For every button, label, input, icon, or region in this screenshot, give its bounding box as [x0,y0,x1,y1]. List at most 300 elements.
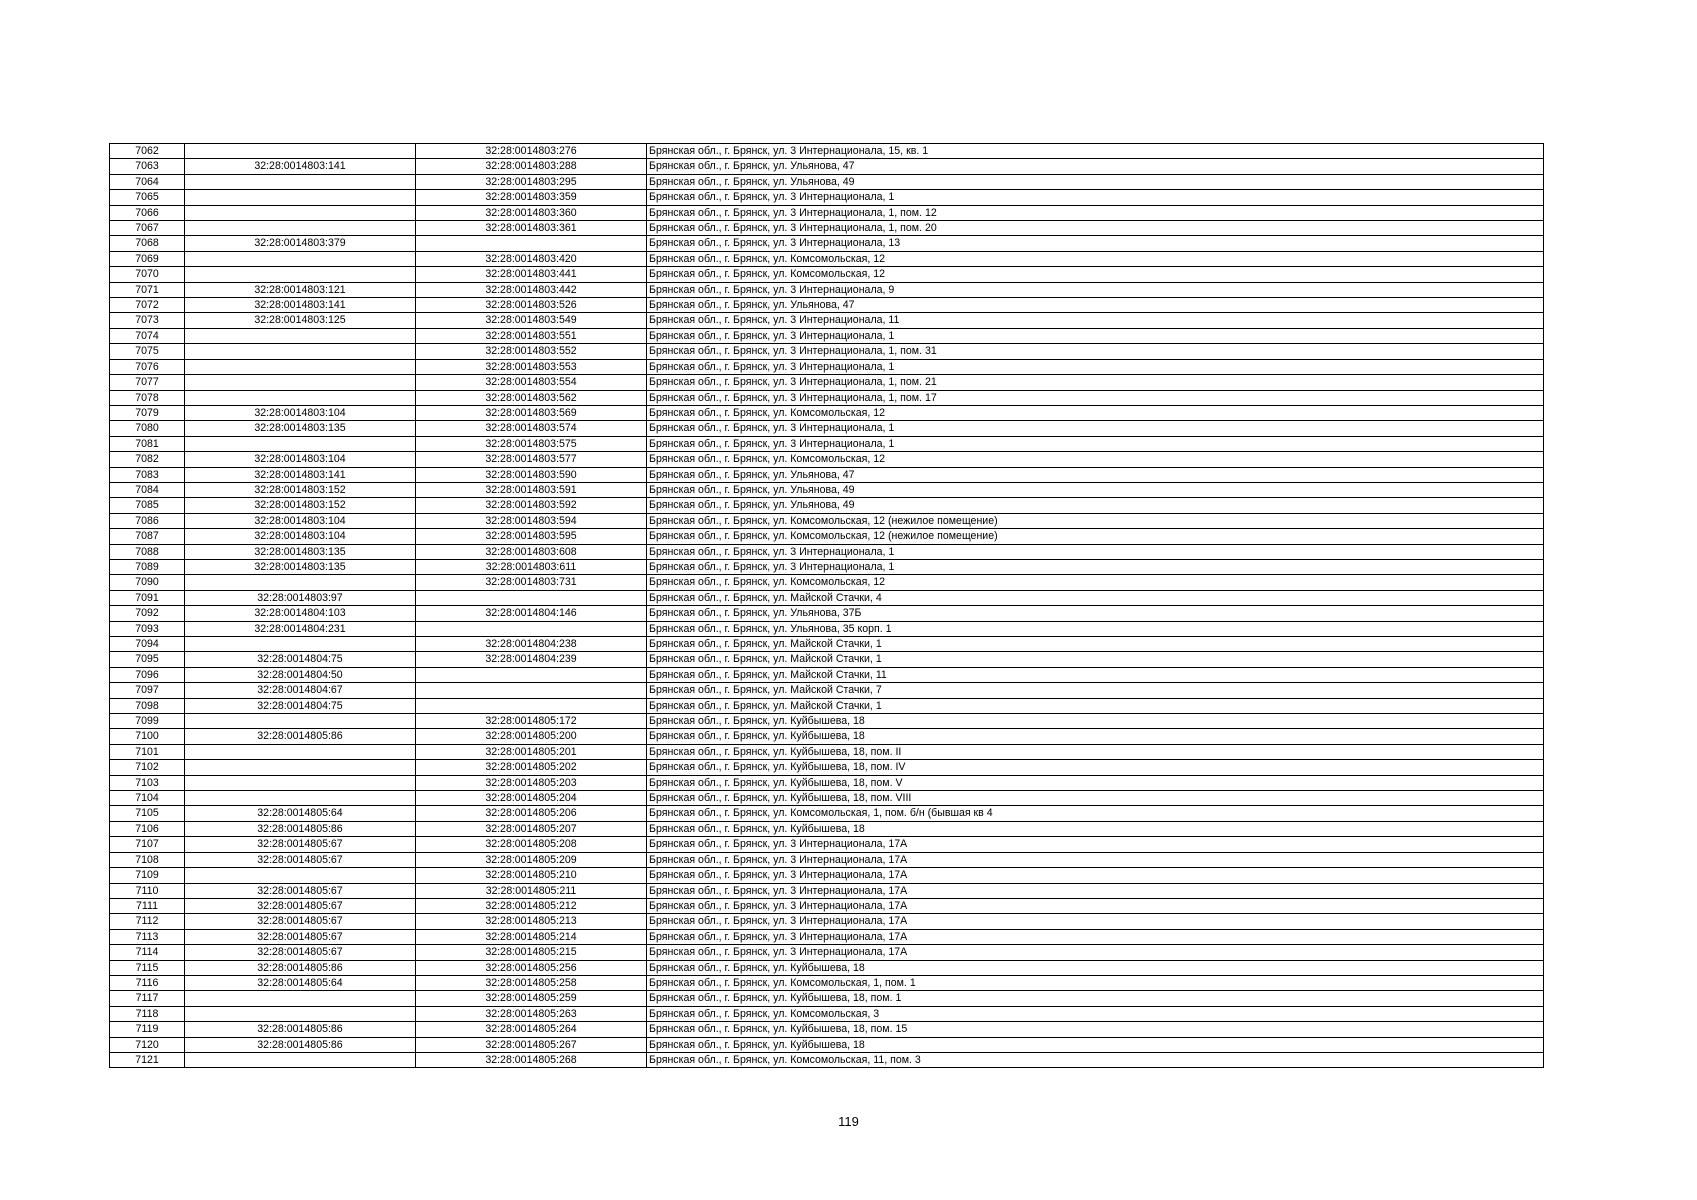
building-cadastral-number-cell [185,760,416,775]
address-cell: Брянская обл., г. Брянск, ул. 3 Интернационала, 17А [647,852,1544,867]
premise-cadastral-number-cell: 32:28:0014803:420 [416,251,647,266]
table-row [110,1052,1544,1067]
building-cadastral-number-cell [185,251,416,266]
premise-cadastral-number-cell: 32:28:0014805:202 [416,760,647,775]
address-cell: Брянская обл., г. Брянск, ул. 3 Интернационала, 17А [647,868,1544,883]
building-cadastral-number-cell [185,1006,416,1021]
row-number-cell: 7066 [110,205,185,220]
address-cell: Брянская обл., г. Брянск, ул. 3 Интернационала, 1, пом. 21 [647,375,1544,390]
premise-cadastral-number-cell: 32:28:0014805:214 [416,929,647,944]
table-row [110,929,1544,944]
address-cell: Брянская обл., г. Брянск, ул. Комсомольская, 3 [647,1006,1544,1021]
building-cadastral-number-cell [185,221,416,236]
table-row [110,482,1544,497]
row-number-cell: 7072 [110,298,185,313]
table-row [110,914,1544,929]
building-cadastral-number-cell: 32:28:0014803:141 [185,159,416,174]
row-number-cell: 7113 [110,929,185,944]
table-row [110,559,1544,574]
premise-cadastral-number-cell: 32:28:0014803:526 [416,298,647,313]
building-cadastral-number-cell: 32:28:0014803:135 [185,421,416,436]
row-number-cell: 7078 [110,390,185,405]
table-row [110,498,1544,513]
premise-cadastral-number-cell: 32:28:0014803:359 [416,190,647,205]
row-number-cell: 7104 [110,791,185,806]
address-cell: Брянская обл., г. Брянск, ул. 3 Интернационала, 9 [647,282,1544,297]
row-number-cell: 7085 [110,498,185,513]
building-cadastral-number-cell [185,775,416,790]
row-number-cell: 7114 [110,945,185,960]
premise-cadastral-number-cell [416,236,647,251]
address-cell: Брянская обл., г. Брянск, ул. Комсомольская, 12 (нежилое помещение) [647,513,1544,528]
row-number-cell: 7095 [110,652,185,667]
address-cell: Брянская обл., г. Брянск, ул. 3 Интернационала, 17А [647,898,1544,913]
row-number-cell: 7083 [110,467,185,482]
premise-cadastral-number-cell: 32:28:0014805:203 [416,775,647,790]
building-cadastral-number-cell: 32:28:0014805:86 [185,1037,416,1052]
table-row [110,298,1544,313]
building-cadastral-number-cell: 32:28:0014803:104 [185,405,416,420]
table-row [110,421,1544,436]
row-number-cell: 7062 [110,144,185,159]
building-cadastral-number-cell [185,174,416,189]
premise-cadastral-number-cell: 32:28:0014805:258 [416,975,647,990]
building-cadastral-number-cell: 32:28:0014805:67 [185,945,416,960]
address-cell: Брянская обл., г. Брянск, ул. 3 Интернационала, 1 [647,436,1544,451]
row-number-cell: 7117 [110,991,185,1006]
address-cell: Брянская обл., г. Брянск, ул. 3 Интернационала, 15, кв. 1 [647,144,1544,159]
premise-cadastral-number-cell: 32:28:0014805:263 [416,1006,647,1021]
premise-cadastral-number-cell: 32:28:0014805:211 [416,883,647,898]
table-row [110,606,1544,621]
premise-cadastral-number-cell: 32:28:0014803:361 [416,221,647,236]
table-row [110,467,1544,482]
table-row [110,313,1544,328]
building-cadastral-number-cell: 32:28:0014805:67 [185,929,416,944]
row-number-cell: 7111 [110,898,185,913]
address-cell: Брянская обл., г. Брянск, ул. Ульянова, 49 [647,174,1544,189]
premise-cadastral-number-cell: 32:28:0014803:577 [416,452,647,467]
premise-cadastral-number-cell: 32:28:0014803:549 [416,313,647,328]
address-cell: Брянская обл., г. Брянск, ул. Ульянова, 49 [647,482,1544,497]
table-row [110,714,1544,729]
building-cadastral-number-cell: 32:28:0014803:379 [185,236,416,251]
premise-cadastral-number-cell: 32:28:0014805:259 [416,991,647,1006]
row-number-cell: 7089 [110,559,185,574]
table-row [110,221,1544,236]
address-cell: Брянская обл., г. Брянск, ул. 3 Интернационала, 1 [647,359,1544,374]
table-row [110,452,1544,467]
address-cell: Брянская обл., г. Брянск, ул. Куйбышева, 18, пом. VIII [647,791,1544,806]
address-cell: Брянская обл., г. Брянск, ул. 3 Интернационала, 1, пом. 31 [647,344,1544,359]
row-number-cell: 7069 [110,251,185,266]
building-cadastral-number-cell: 32:28:0014803:141 [185,298,416,313]
table-row [110,945,1544,960]
table-row [110,375,1544,390]
table-row [110,236,1544,251]
table-row [110,991,1544,1006]
row-number-cell: 7063 [110,159,185,174]
row-number-cell: 7080 [110,421,185,436]
building-cadastral-number-cell [185,1052,416,1067]
building-cadastral-number-cell [185,791,416,806]
table-row [110,436,1544,451]
building-cadastral-number-cell: 32:28:0014805:67 [185,883,416,898]
page-number: 119 [838,1114,859,1129]
building-cadastral-number-cell [185,190,416,205]
premise-cadastral-number-cell: 32:28:0014804:239 [416,652,647,667]
address-cell: Брянская обл., г. Брянск, ул. Комсомольская, 11, пом. 3 [647,1052,1544,1067]
address-cell: Брянская обл., г. Брянск, ул. Комсомольская, 1, пом. 1 [647,975,1544,990]
building-cadastral-number-cell: 32:28:0014804:103 [185,606,416,621]
building-cadastral-number-cell [185,267,416,282]
address-cell: Брянская обл., г. Брянск, ул. Куйбышева, 18, пом. IV [647,760,1544,775]
row-number-cell: 7099 [110,714,185,729]
building-cadastral-number-cell [185,328,416,343]
premise-cadastral-number-cell: 32:28:0014805:268 [416,1052,647,1067]
table-row [110,159,1544,174]
row-number-cell: 7112 [110,914,185,929]
premise-cadastral-number-cell: 32:28:0014805:210 [416,868,647,883]
address-cell: Брянская обл., г. Брянск, ул. 3 Интернационала, 17А [647,945,1544,960]
address-cell: Брянская обл., г. Брянск, ул. Майской Стачки, 1 [647,698,1544,713]
premise-cadastral-number-cell: 32:28:0014805:256 [416,960,647,975]
building-cadastral-number-cell [185,868,416,883]
building-cadastral-number-cell: 32:28:0014804:75 [185,652,416,667]
premise-cadastral-number-cell: 32:28:0014803:288 [416,159,647,174]
table-row [110,344,1544,359]
premise-cadastral-number-cell: 32:28:0014805:213 [416,914,647,929]
row-number-cell: 7065 [110,190,185,205]
premise-cadastral-number-cell: 32:28:0014803:590 [416,467,647,482]
table-row [110,251,1544,266]
row-number-cell: 7108 [110,852,185,867]
row-number-cell: 7073 [110,313,185,328]
premise-cadastral-number-cell: 32:28:0014805:172 [416,714,647,729]
premise-cadastral-number-cell: 32:28:0014805:200 [416,729,647,744]
premise-cadastral-number-cell [416,621,647,636]
table-row [110,544,1544,559]
premise-cadastral-number-cell: 32:28:0014803:592 [416,498,647,513]
premise-cadastral-number-cell: 32:28:0014803:441 [416,267,647,282]
premise-cadastral-number-cell: 32:28:0014805:209 [416,852,647,867]
building-cadastral-number-cell: 32:28:0014805:86 [185,1022,416,1037]
row-number-cell: 7107 [110,837,185,852]
address-cell: Брянская обл., г. Брянск, ул. Куйбышева, 18, пом. V [647,775,1544,790]
premise-cadastral-number-cell: 32:28:0014805:206 [416,806,647,821]
row-number-cell: 7071 [110,282,185,297]
table-row [110,282,1544,297]
row-number-cell: 7102 [110,760,185,775]
table-row [110,698,1544,713]
table-row [110,667,1544,682]
address-cell: Брянская обл., г. Брянск, ул. Куйбышева, 18 [647,729,1544,744]
address-cell: Брянская обл., г. Брянск, ул. Ульянова, 47 [647,467,1544,482]
table-row [110,328,1544,343]
premise-cadastral-number-cell: 32:28:0014805:267 [416,1037,647,1052]
row-number-cell: 7075 [110,344,185,359]
table-row [110,405,1544,420]
row-number-cell: 7101 [110,744,185,759]
row-number-cell: 7110 [110,883,185,898]
premise-cadastral-number-cell [416,590,647,605]
building-cadastral-number-cell: 32:28:0014805:86 [185,821,416,836]
premise-cadastral-number-cell: 32:28:0014803:442 [416,282,647,297]
row-number-cell: 7077 [110,375,185,390]
row-number-cell: 7098 [110,698,185,713]
premise-cadastral-number-cell: 32:28:0014803:608 [416,544,647,559]
row-number-cell: 7100 [110,729,185,744]
row-number-cell: 7119 [110,1022,185,1037]
building-cadastral-number-cell [185,375,416,390]
row-number-cell: 7106 [110,821,185,836]
building-cadastral-number-cell [185,637,416,652]
row-number-cell: 7118 [110,1006,185,1021]
row-number-cell: 7105 [110,806,185,821]
building-cadastral-number-cell: 32:28:0014804:50 [185,667,416,682]
building-cadastral-number-cell: 32:28:0014804:231 [185,621,416,636]
table-row [110,1037,1544,1052]
building-cadastral-number-cell: 32:28:0014805:67 [185,852,416,867]
address-cell: Брянская обл., г. Брянск, ул. Ульянова, 49 [647,498,1544,513]
premise-cadastral-number-cell: 32:28:0014804:238 [416,637,647,652]
table-row [110,144,1544,159]
table-row [110,760,1544,775]
premise-cadastral-number-cell: 32:28:0014803:595 [416,529,647,544]
row-number-cell: 7092 [110,606,185,621]
address-cell: Брянская обл., г. Брянск, ул. Комсомольская, 12 [647,251,1544,266]
address-cell: Брянская обл., г. Брянск, ул. Майской Стачки, 1 [647,637,1544,652]
building-cadastral-number-cell [185,359,416,374]
table-row [110,621,1544,636]
row-number-cell: 7064 [110,174,185,189]
address-cell: Брянская обл., г. Брянск, ул. Куйбышева, 18 [647,1037,1544,1052]
premise-cadastral-number-cell: 32:28:0014803:562 [416,390,647,405]
table-row [110,883,1544,898]
address-cell: Брянская обл., г. Брянск, ул. 3 Интернационала, 1 [647,559,1544,574]
address-cell: Брянская обл., г. Брянск, ул. Куйбышева, 18 [647,960,1544,975]
registry-table [109,143,1544,1068]
address-cell: Брянская обл., г. Брянск, ул. 3 Интернационала, 17А [647,837,1544,852]
building-cadastral-number-cell: 32:28:0014805:67 [185,898,416,913]
building-cadastral-number-cell: 32:28:0014803:152 [185,498,416,513]
building-cadastral-number-cell [185,344,416,359]
row-number-cell: 7070 [110,267,185,282]
row-number-cell: 7096 [110,667,185,682]
building-cadastral-number-cell [185,575,416,590]
row-number-cell: 7081 [110,436,185,451]
table-row [110,190,1544,205]
premise-cadastral-number-cell: 32:28:0014805:201 [416,744,647,759]
table-row [110,529,1544,544]
premise-cadastral-number-cell: 32:28:0014803:295 [416,174,647,189]
table-row [110,791,1544,806]
table-row [110,590,1544,605]
address-cell: Брянская обл., г. Брянск, ул. 3 Интернационала, 1 [647,190,1544,205]
table-row [110,806,1544,821]
row-number-cell: 7109 [110,868,185,883]
address-cell: Брянская обл., г. Брянск, ул. Майской Стачки, 1 [647,652,1544,667]
table-row [110,744,1544,759]
address-cell: Брянская обл., г. Брянск, ул. 3 Интернационала, 1, пом. 17 [647,390,1544,405]
premise-cadastral-number-cell: 32:28:0014803:551 [416,328,647,343]
premise-cadastral-number-cell: 32:28:0014803:575 [416,436,647,451]
building-cadastral-number-cell: 32:28:0014803:104 [185,529,416,544]
premise-cadastral-number-cell: 32:28:0014803:594 [416,513,647,528]
premise-cadastral-number-cell: 32:28:0014805:208 [416,837,647,852]
table-row [110,637,1544,652]
building-cadastral-number-cell: 32:28:0014804:67 [185,683,416,698]
row-number-cell: 7084 [110,482,185,497]
address-cell: Брянская обл., г. Брянск, ул. Майской Стачки, 7 [647,683,1544,698]
address-cell: Брянская обл., г. Брянск, ул. 3 Интернационала, 17А [647,914,1544,929]
table-row [110,174,1544,189]
address-cell: Брянская обл., г. Брянск, ул. 3 Интернационала, 17А [647,883,1544,898]
row-number-cell: 7091 [110,590,185,605]
building-cadastral-number-cell [185,714,416,729]
premise-cadastral-number-cell: 32:28:0014805:204 [416,791,647,806]
table-row [110,390,1544,405]
table-row [110,205,1544,220]
row-number-cell: 7068 [110,236,185,251]
building-cadastral-number-cell: 32:28:0014803:97 [185,590,416,605]
building-cadastral-number-cell: 32:28:0014805:64 [185,975,416,990]
address-cell: Брянская обл., г. Брянск, ул. 3 Интернационала, 13 [647,236,1544,251]
building-cadastral-number-cell [185,144,416,159]
premise-cadastral-number-cell: 32:28:0014805:207 [416,821,647,836]
address-cell: Брянская обл., г. Брянск, ул. 3 Интернационала, 11 [647,313,1544,328]
building-cadastral-number-cell [185,991,416,1006]
building-cadastral-number-cell: 32:28:0014805:86 [185,729,416,744]
row-number-cell: 7074 [110,328,185,343]
address-cell: Брянская обл., г. Брянск, ул. 3 Интернационала, 1, пом. 12 [647,205,1544,220]
premise-cadastral-number-cell [416,698,647,713]
address-cell: Брянская обл., г. Брянск, ул. Комсомольская, 12 [647,575,1544,590]
address-cell: Брянская обл., г. Брянск, ул. Куйбышева, 18 [647,821,1544,836]
table-row [110,683,1544,698]
premise-cadastral-number-cell: 32:28:0014803:554 [416,375,647,390]
address-cell: Брянская обл., г. Брянск, ул. Ульянова, 37Б [647,606,1544,621]
address-cell: Брянская обл., г. Брянск, ул. Куйбышева, 18, пом. II [647,744,1544,759]
building-cadastral-number-cell: 32:28:0014803:121 [185,282,416,297]
building-cadastral-number-cell [185,744,416,759]
address-cell: Брянская обл., г. Брянск, ул. Ульянова, 47 [647,298,1544,313]
address-cell: Брянская обл., г. Брянск, ул. 3 Интернационала, 1, пом. 20 [647,221,1544,236]
address-cell: Брянская обл., г. Брянск, ул. Куйбышева, 18 [647,714,1544,729]
building-cadastral-number-cell: 32:28:0014803:125 [185,313,416,328]
building-cadastral-number-cell: 32:28:0014803:135 [185,544,416,559]
table-row [110,575,1544,590]
table-row [110,729,1544,744]
building-cadastral-number-cell: 32:28:0014804:75 [185,698,416,713]
building-cadastral-number-cell [185,436,416,451]
table-row [110,513,1544,528]
building-cadastral-number-cell: 32:28:0014803:104 [185,452,416,467]
premise-cadastral-number-cell: 32:28:0014803:569 [416,405,647,420]
address-cell: Брянская обл., г. Брянск, ул. Майской Стачки, 11 [647,667,1544,682]
table-row [110,837,1544,852]
table-row [110,960,1544,975]
building-cadastral-number-cell: 32:28:0014805:86 [185,960,416,975]
address-cell: Брянская обл., г. Брянск, ул. 3 Интернационала, 1 [647,544,1544,559]
premise-cadastral-number-cell: 32:28:0014803:591 [416,482,647,497]
table-row [110,267,1544,282]
building-cadastral-number-cell: 32:28:0014803:135 [185,559,416,574]
row-number-cell: 7088 [110,544,185,559]
table-row [110,868,1544,883]
premise-cadastral-number-cell: 32:28:0014803:552 [416,344,647,359]
row-number-cell: 7079 [110,405,185,420]
address-cell: Брянская обл., г. Брянск, ул. Комсомольская, 1, пом. б/н (бывшая кв 4 [647,806,1544,821]
registry-table-body [110,144,1544,1068]
row-number-cell: 7120 [110,1037,185,1052]
address-cell: Брянская обл., г. Брянск, ул. 3 Интернационала, 1 [647,328,1544,343]
address-cell: Брянская обл., г. Брянск, ул. 3 Интернационала, 17А [647,929,1544,944]
row-number-cell: 7097 [110,683,185,698]
address-cell: Брянская обл., г. Брянск, ул. Ульянова, 47 [647,159,1544,174]
row-number-cell: 7093 [110,621,185,636]
address-cell: Брянская обл., г. Брянск, ул. Комсомольская, 12 [647,405,1544,420]
table-row [110,852,1544,867]
row-number-cell: 7087 [110,529,185,544]
premise-cadastral-number-cell: 32:28:0014803:611 [416,559,647,574]
building-cadastral-number-cell: 32:28:0014805:67 [185,837,416,852]
premise-cadastral-number-cell: 32:28:0014803:360 [416,205,647,220]
premise-cadastral-number-cell: 32:28:0014803:574 [416,421,647,436]
premise-cadastral-number-cell [416,683,647,698]
row-number-cell: 7067 [110,221,185,236]
address-cell: Брянская обл., г. Брянск, ул. Комсомольская, 12 [647,267,1544,282]
address-cell: Брянская обл., г. Брянск, ул. Комсомольская, 12 [647,452,1544,467]
row-number-cell: 7086 [110,513,185,528]
premise-cadastral-number-cell [416,667,647,682]
building-cadastral-number-cell: 32:28:0014803:152 [185,482,416,497]
table-row [110,359,1544,374]
address-cell: Брянская обл., г. Брянск, ул. Ульянова, 35 корп. 1 [647,621,1544,636]
table-row [110,898,1544,913]
address-cell: Брянская обл., г. Брянск, ул. 3 Интернационала, 1 [647,421,1544,436]
building-cadastral-number-cell: 32:28:0014803:104 [185,513,416,528]
row-number-cell: 7103 [110,775,185,790]
table-row [110,975,1544,990]
row-number-cell: 7076 [110,359,185,374]
table-row [110,821,1544,836]
building-cadastral-number-cell: 32:28:0014805:64 [185,806,416,821]
building-cadastral-number-cell: 32:28:0014805:67 [185,914,416,929]
premise-cadastral-number-cell: 32:28:0014805:212 [416,898,647,913]
premise-cadastral-number-cell: 32:28:0014803:553 [416,359,647,374]
building-cadastral-number-cell [185,205,416,220]
row-number-cell: 7115 [110,960,185,975]
address-cell: Брянская обл., г. Брянск, ул. Куйбышева, 18, пом. 15 [647,1022,1544,1037]
row-number-cell: 7082 [110,452,185,467]
premise-cadastral-number-cell: 32:28:0014805:215 [416,945,647,960]
table-row [110,775,1544,790]
row-number-cell: 7116 [110,975,185,990]
row-number-cell: 7090 [110,575,185,590]
address-cell: Брянская обл., г. Брянск, ул. Майской Стачки, 4 [647,590,1544,605]
table-row [110,1006,1544,1021]
premise-cadastral-number-cell: 32:28:0014805:264 [416,1022,647,1037]
address-cell: Брянская обл., г. Брянск, ул. Куйбышева, 18, пом. 1 [647,991,1544,1006]
building-cadastral-number-cell [185,390,416,405]
table-row [110,652,1544,667]
row-number-cell: 7121 [110,1052,185,1067]
premise-cadastral-number-cell: 32:28:0014803:276 [416,144,647,159]
row-number-cell: 7094 [110,637,185,652]
premise-cadastral-number-cell: 32:28:0014804:146 [416,606,647,621]
building-cadastral-number-cell: 32:28:0014803:141 [185,467,416,482]
